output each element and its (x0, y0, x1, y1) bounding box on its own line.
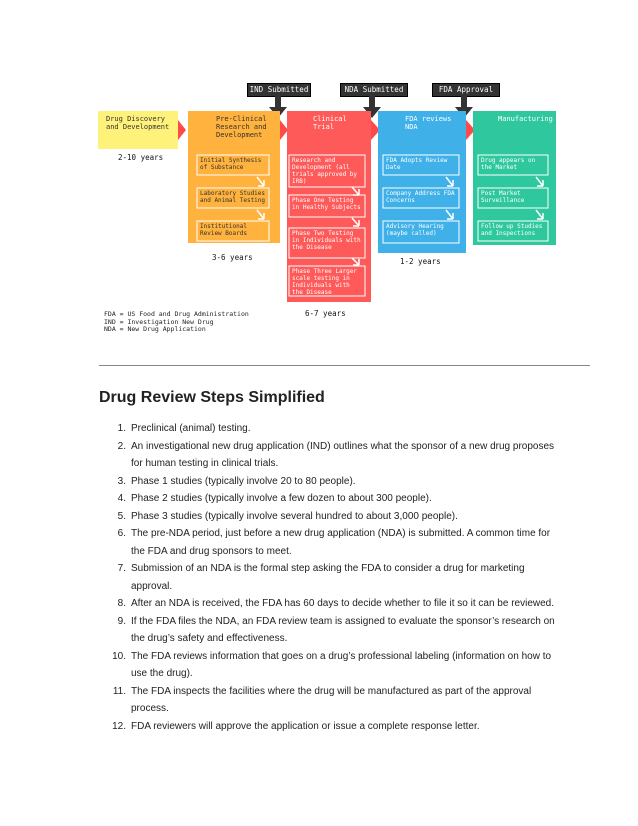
legend-fda: FDA = US Food and Drug Administration (104, 310, 249, 318)
stage-title-clinical: Clinical Trial (313, 115, 347, 131)
box-drug-market: Drug appears on the Market (481, 157, 536, 171)
duration-discovery: 2-10 years (118, 153, 164, 162)
list-item: 11. The FDA inspects the facilities where the drug will be manufactured as part of the approval process. (112, 685, 532, 714)
list-item: 8. After an NDA is received, the FDA has 60 days to decide whether to file it so it can be reviewed. (117, 598, 554, 609)
box-phase-two: Phase Two Testing in Individuals with the Disease (292, 230, 361, 251)
section-divider (99, 365, 590, 366)
list-item: 5. Phase 3 studies (typically involve several hundred to about 3,000 people). (117, 510, 458, 522)
list-item: 12. FDA reviewers will approve the application or issue a complete response letter. (112, 720, 480, 732)
stage-title-fda: FDA reviews NDA (405, 115, 452, 131)
stage-title-preclinical: Pre-Clinical Research and Development (216, 115, 267, 139)
list-item: 2. An investigational new drug application (IND) outlines what the sponsor of a new drug proposes for human testing in clinical trials. (117, 440, 555, 469)
list-item: 1. Preclinical (animal) testing. (117, 423, 251, 434)
box-review-boards: Institutional Review Boards (200, 223, 247, 237)
list-item: 7. Submission of an NDA is the formal step asking the FDA to consider a drug for marketing approval. (117, 563, 525, 592)
box-lab-studies: Laboratory Studies and Animal Testing (200, 190, 266, 204)
box-post-market: Post Market Surveillance (481, 190, 525, 204)
list-item: 9. If the FDA files the NDA, an FDA review team is assigned to evaluate the sponsor’s research on the drug’s safety and effectiveness. (117, 615, 555, 644)
section-heading: Drug Review Steps Simplified (99, 389, 325, 406)
milestone-fda-approval: FDA Approval (432, 83, 500, 97)
list-item: 10. The FDA reviews information that goes on a drug’s professional labeling (information on how to use the drug). (112, 650, 552, 679)
milestone-ind-submitted: IND Submitted (247, 83, 311, 97)
box-advisory-hearing: Advisory Hearing (maybe called) (386, 223, 444, 237)
box-initial-synthesis: Initial Synthesis of Substance (200, 157, 262, 171)
box-follow-up: Follow up Studies and Inspections (481, 223, 543, 237)
duration-preclinical: 3-6 years (212, 253, 253, 262)
box-review-date: FDA Adopts Review Date (386, 157, 448, 171)
duration-clinical: 6-7 years (305, 309, 346, 318)
box-phase-one: Phase One Testing in Healthy Subjects (292, 197, 361, 211)
steps-list (108, 420, 558, 735)
list-item: 3. Phase 1 studies (typically involve 20 to 80 people). (117, 475, 356, 487)
legend-nda: NDA = New Drug Application (104, 325, 206, 333)
list-item: 6. The pre-NDA period, just before a new drug application (NDA) is submitted. A common time for the FDA and drug sponsors to meet. (117, 528, 551, 557)
list-item: 4. Phase 2 studies (typically involve a few dozen to about 300 people). (117, 493, 432, 504)
duration-fda: 1-2 years (400, 257, 441, 266)
box-research-development: Research and Development (all trials approved by IRB) (292, 157, 358, 185)
diagram-legend (104, 311, 249, 334)
stage-title-manufacturing: Manufacturing (498, 115, 553, 123)
box-address-concerns: Company Address FDA Concerns (386, 190, 455, 204)
stage-title-discovery: Drug Discovery and Development (106, 115, 170, 131)
box-phase-three: Phase Three Larger scale testing in Individuals with the Disease (292, 268, 358, 296)
milestone-nda-submitted: NDA Submitted (340, 83, 408, 97)
legend-ind: IND = Investigation New Drug (104, 317, 214, 326)
